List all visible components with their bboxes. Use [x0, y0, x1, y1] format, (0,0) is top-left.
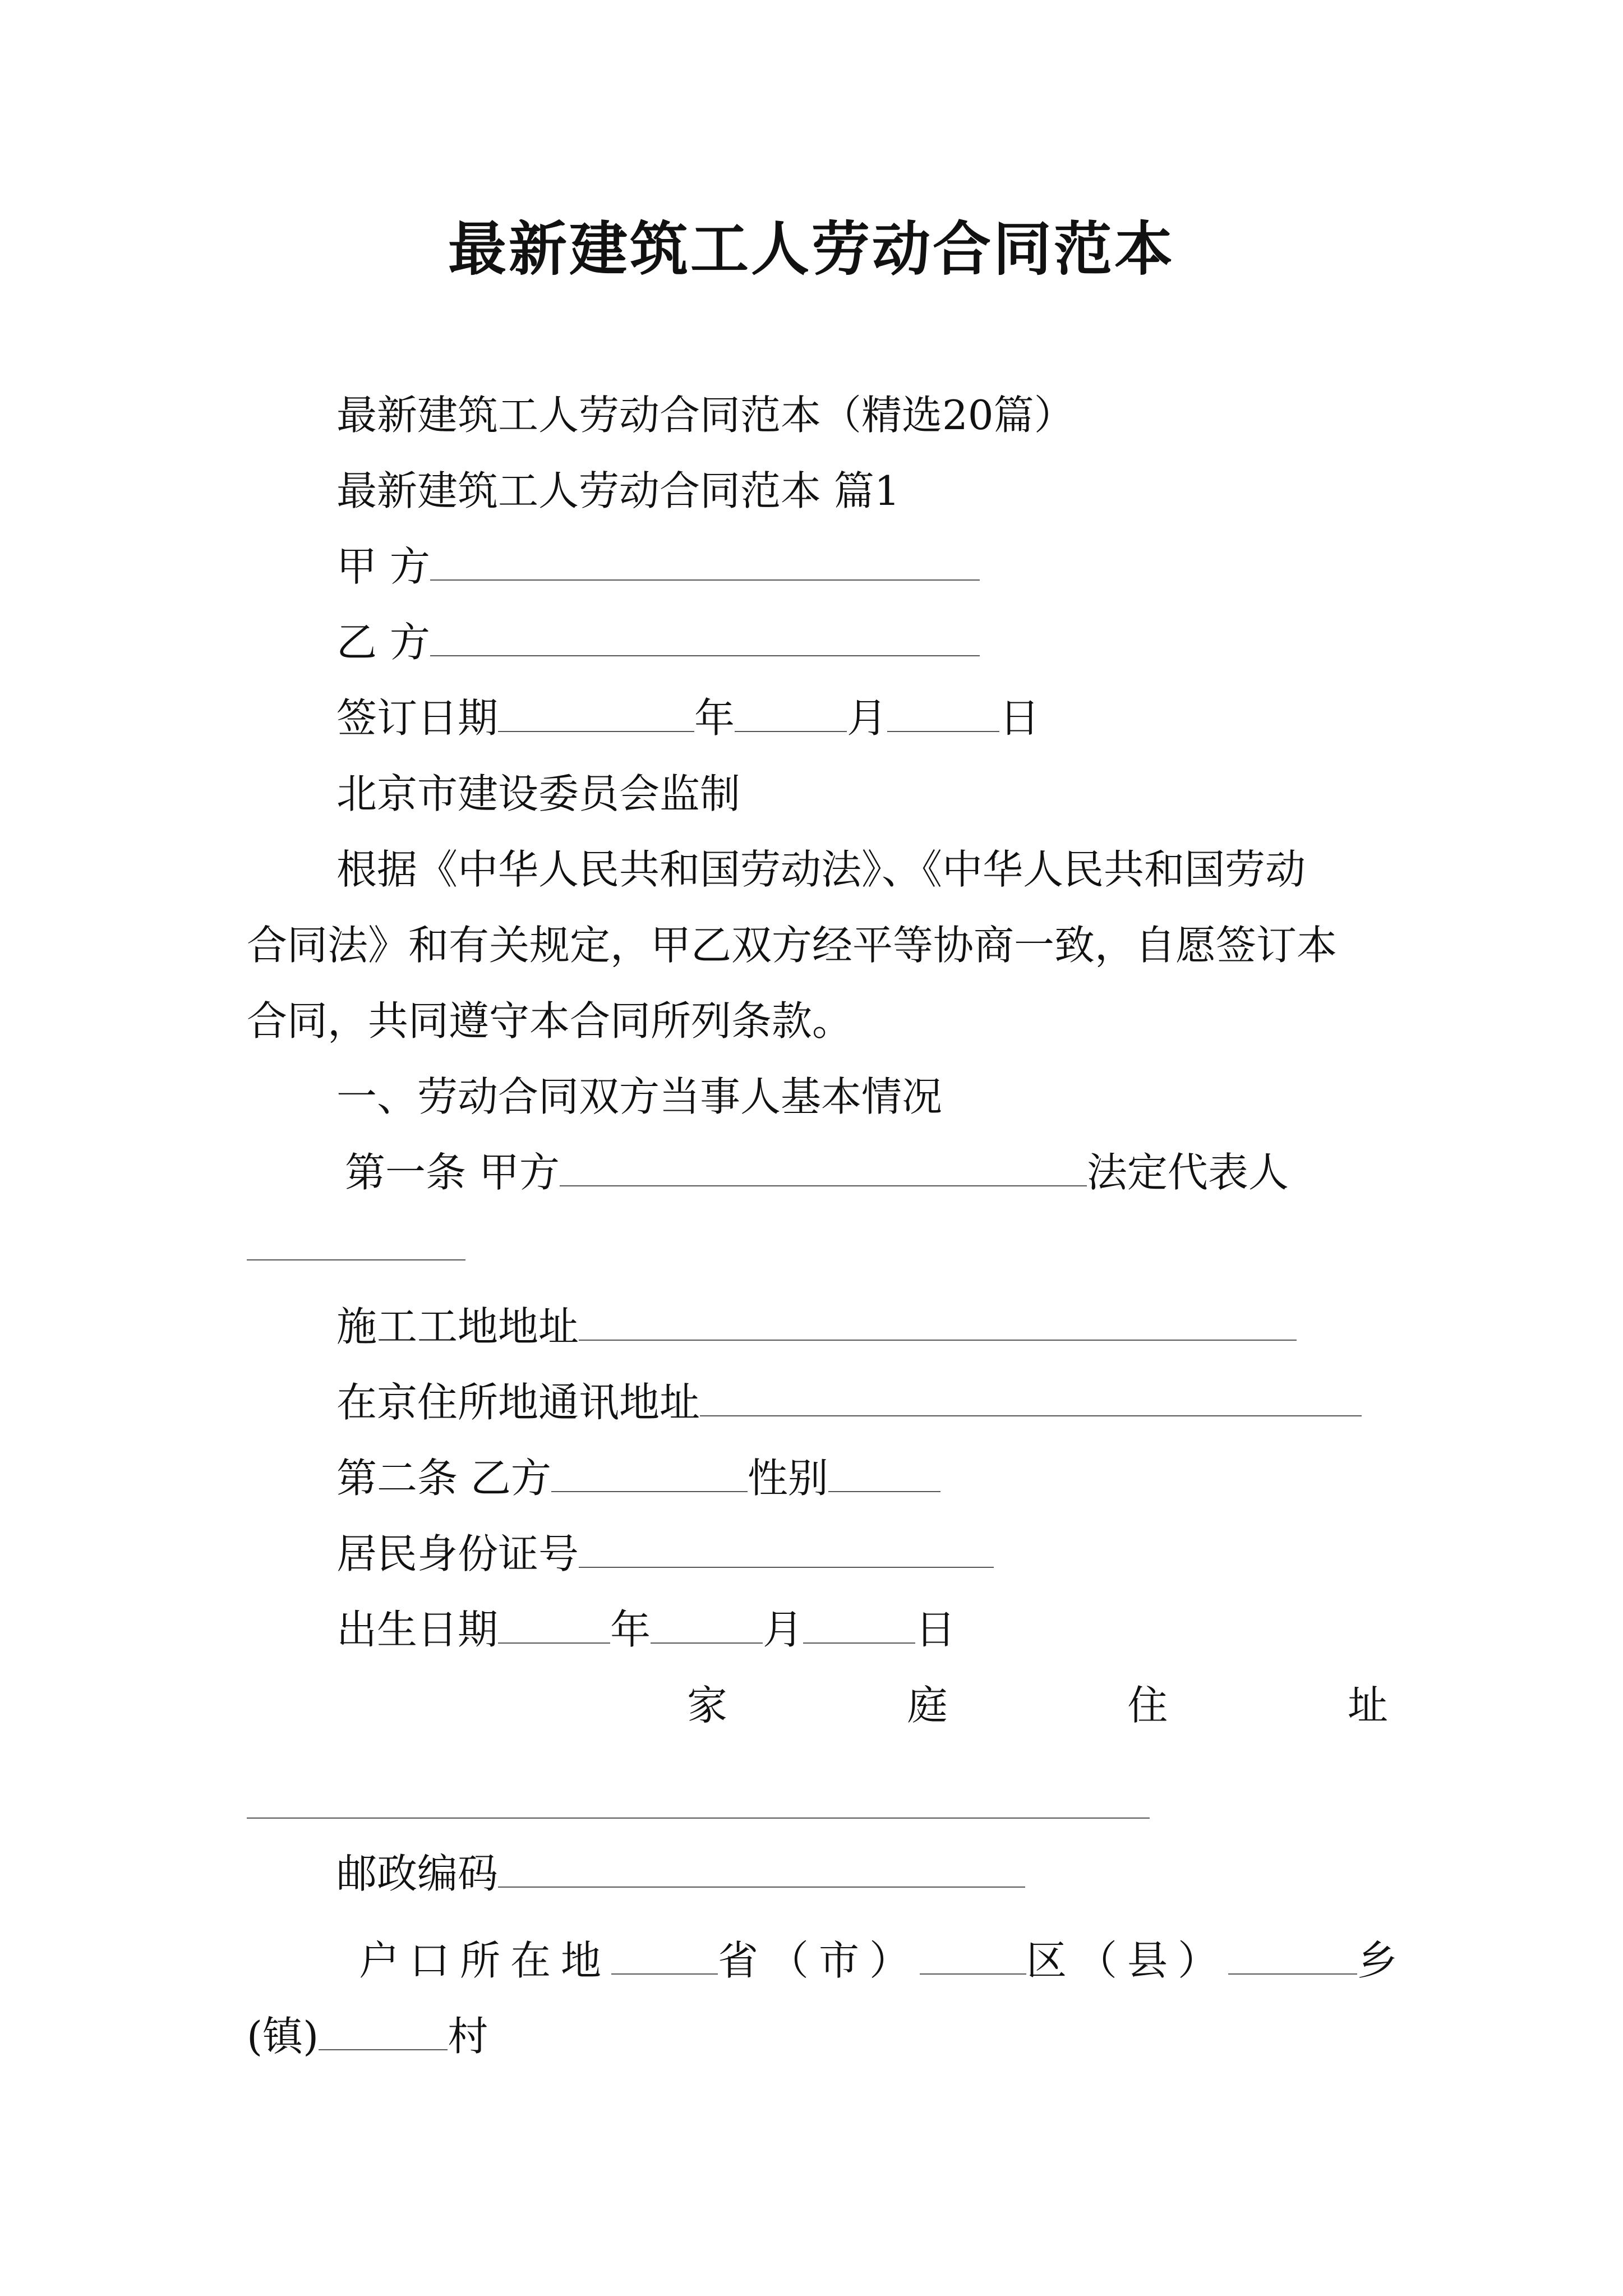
postal-code-label: 邮政编码: [336, 1850, 499, 1897]
beijing-address-line: [336, 1377, 1362, 1428]
party-b-label: 乙 方: [336, 619, 430, 666]
subtitle-line: [336, 390, 1075, 440]
gender-label: 性别: [747, 1455, 828, 1502]
party-a-line: [336, 541, 980, 592]
birth-day-label: 日: [915, 1606, 956, 1653]
site-address-label: 施工工地地址: [336, 1303, 579, 1350]
article-2-line: [336, 1453, 940, 1503]
postal-code-line: [336, 1848, 1025, 1899]
beijing-address-blank: [700, 1382, 1362, 1416]
document-title: 最新建筑工人劳动合同范本: [448, 214, 1175, 283]
home-address-char-4: 址: [1347, 1682, 1388, 1729]
sign-month-label: 月: [847, 694, 888, 742]
preamble-line-2: [247, 920, 1337, 970]
party-a-label: 甲 方: [336, 543, 430, 590]
village-label: 村: [448, 2013, 488, 2060]
preamble-line-1: [336, 844, 1306, 895]
district-label: 区（县）: [1026, 1937, 1229, 1984]
legal-rep-label: 法定代表人: [1086, 1149, 1289, 1196]
article-1-line: [345, 1147, 1289, 1198]
sign-year-label: 年: [694, 694, 735, 742]
township-blank: [1228, 1940, 1357, 1975]
section-heading-1: [336, 466, 900, 516]
home-address-blank: [247, 1818, 1150, 1819]
postal-code-blank: [498, 1853, 1025, 1888]
id-number-label: 居民身份证号: [336, 1530, 579, 1577]
preamble-text-2: 合同法》和有关规定，甲乙双方经平等协商一致，自愿签订本: [247, 922, 1338, 969]
village-blank: [319, 2016, 448, 2050]
birth-month-label: 月: [763, 1606, 804, 1653]
party-a-blank: [430, 546, 980, 581]
province-label: 省（市）: [718, 1937, 920, 1984]
home-address-char-3: 住: [1127, 1682, 1168, 1729]
birth-month-blank: [651, 1609, 763, 1644]
party-b-blank: [430, 622, 980, 656]
township-label: 乡: [1357, 1937, 1408, 1984]
household-label: 户口所在地: [359, 1937, 612, 1984]
birth-day-blank: [803, 1609, 915, 1644]
supervision-line: [336, 769, 740, 819]
province-blank: [611, 1940, 718, 1975]
household-registration-line: [359, 1935, 1408, 1986]
birth-date-label: 出生日期: [336, 1606, 499, 1653]
chapter-1-text: 一、劳动合同双方当事人基本情况: [336, 1073, 943, 1120]
sign-day-label: 日: [999, 694, 1040, 742]
chapter-1-heading: [336, 1071, 942, 1122]
gender-blank: [828, 1457, 940, 1492]
home-address-char-1: 家: [687, 1682, 728, 1729]
birth-year-label: 年: [610, 1606, 651, 1653]
home-address-char-2: 庭: [907, 1682, 948, 1729]
village-line: [247, 2011, 488, 2062]
article-2-label: 第二条 乙方: [336, 1455, 551, 1502]
legal-rep-blank: [247, 1259, 465, 1260]
beijing-address-label: 在京住所地通讯地址: [336, 1379, 700, 1426]
section-heading-text: 最新建筑工人劳动合同范本 篇1: [336, 467, 900, 514]
party-b-line: [336, 617, 980, 668]
preamble-text-3: 合同，共同遵守本合同所列条款。: [247, 997, 853, 1045]
birth-date-line: [336, 1604, 956, 1655]
site-address-blank: [579, 1306, 1297, 1341]
party-b-name-blank: [551, 1457, 748, 1492]
id-number-blank: [579, 1533, 994, 1568]
sign-day-blank: [887, 697, 999, 732]
preamble-line-3: [247, 996, 852, 1046]
sign-date-label: 签订日期: [336, 694, 499, 742]
district-blank: [920, 1940, 1026, 1975]
sign-month-blank: [735, 697, 847, 732]
sign-year-blank: [498, 697, 694, 732]
preamble-text-1: 根据《中华人民共和国劳动法》、《中华人民共和国劳动: [336, 846, 1306, 893]
party-a-name-blank: [560, 1152, 1087, 1186]
home-address-line: [687, 1680, 1388, 1731]
subtitle-text: 最新建筑工人劳动合同范本（精选20篇）: [336, 392, 1075, 439]
article-1-label: 第一条 甲方: [345, 1149, 560, 1196]
site-address-line: [336, 1301, 1297, 1352]
town-label: (镇): [247, 2013, 319, 2060]
sign-date-line: [336, 693, 1040, 743]
birth-year-blank: [498, 1609, 610, 1644]
id-number-line: [336, 1529, 994, 1579]
supervision-text: 北京市建设委员会监制: [336, 770, 741, 817]
